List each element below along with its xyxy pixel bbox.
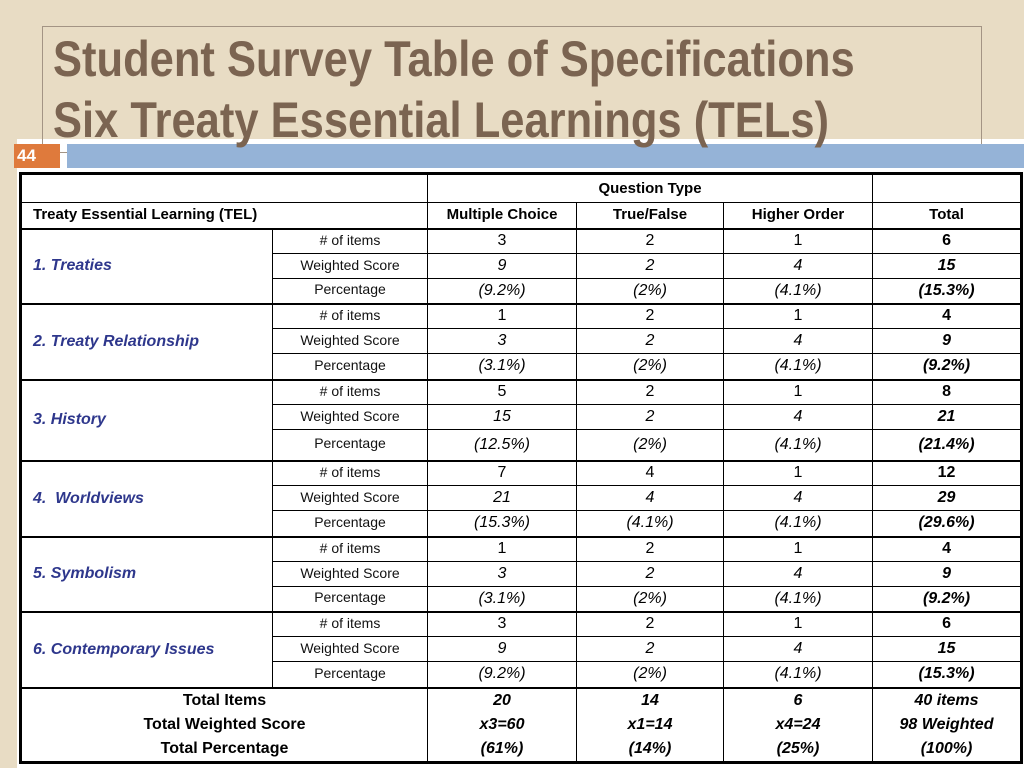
true-false-cell: (2%) xyxy=(577,354,724,380)
row-label: # of items xyxy=(273,229,428,254)
table-row xyxy=(21,380,1022,405)
tel-label: 4. Worldviews xyxy=(21,461,273,537)
higher-order-cell: (4.1%) xyxy=(724,430,873,461)
higher-order-cell: 1 xyxy=(724,229,873,254)
true-false-cell: 2 xyxy=(577,254,724,279)
true-false-cell: (2%) xyxy=(577,587,724,612)
table-row xyxy=(21,229,1022,254)
header-row-columns xyxy=(21,203,1022,229)
true-false-cell: 4 xyxy=(577,486,724,511)
total-value: x4=24 xyxy=(775,715,821,733)
tel-label: 1. Treaties xyxy=(21,229,273,304)
column-header-multiple-choice: Multiple Choice xyxy=(428,203,577,229)
true-false-cell: 4 xyxy=(577,461,724,486)
row-label: Weighted Score xyxy=(273,405,428,430)
total-cell: 29 xyxy=(873,486,1022,511)
specifications-table xyxy=(19,172,1023,764)
multiple-choice-cell: 15 xyxy=(428,405,577,430)
higher-order-cell: 4 xyxy=(724,486,873,511)
row-label: Weighted Score xyxy=(273,562,428,587)
true-false-totals xyxy=(577,688,724,763)
total-cell: 6 xyxy=(873,612,1022,637)
total-items-label: Total Items xyxy=(182,691,267,709)
table-row xyxy=(21,612,1022,637)
true-false-cell: (2%) xyxy=(577,279,724,304)
total-value: 6 xyxy=(793,691,803,709)
totals-labels xyxy=(21,688,428,763)
multiple-choice-cell: 21 xyxy=(428,486,577,511)
true-false-cell: 2 xyxy=(577,329,724,354)
total-cell: (21.4%) xyxy=(873,430,1022,461)
total-cell: 4 xyxy=(873,304,1022,329)
row-label: # of items xyxy=(273,612,428,637)
higher-order-cell: (4.1%) xyxy=(724,662,873,688)
title-line-2: Six Treaty Essential Learnings (TELs) xyxy=(53,92,830,148)
tel-column-header: Treaty Essential Learning (TEL) xyxy=(21,203,428,229)
total-cell: (15.3%) xyxy=(873,279,1022,304)
table-groups xyxy=(21,229,1022,688)
total-cell: (29.6%) xyxy=(873,511,1022,537)
higher-order-cell: 1 xyxy=(724,304,873,329)
higher-order-cell: (4.1%) xyxy=(724,511,873,537)
true-false-cell: (2%) xyxy=(577,662,724,688)
row-label: Percentage xyxy=(273,511,428,537)
total-cell: (15.3%) xyxy=(873,662,1022,688)
higher-order-cell: 4 xyxy=(724,254,873,279)
row-label: # of items xyxy=(273,380,428,405)
grand-totals xyxy=(873,688,1022,763)
true-false-cell: 2 xyxy=(577,229,724,254)
row-label: Percentage xyxy=(273,662,428,688)
true-false-cell: 2 xyxy=(577,537,724,562)
column-header-total: Total xyxy=(873,203,1022,229)
higher-order-cell: 4 xyxy=(724,562,873,587)
total-cell: 15 xyxy=(873,254,1022,279)
higher-order-totals xyxy=(724,688,873,763)
tel-label: 6. Contemporary Issues xyxy=(21,612,273,688)
multiple-choice-cell: (12.5%) xyxy=(428,430,577,461)
table-row xyxy=(21,461,1022,486)
total-value: (25%) xyxy=(776,739,820,757)
title-line-1: Student Survey Table of Specifications xyxy=(53,31,855,87)
total-value: 98 Weighted xyxy=(899,715,994,733)
true-false-cell: (2%) xyxy=(577,430,724,461)
table-row xyxy=(21,537,1022,562)
multiple-choice-cell: 1 xyxy=(428,304,577,329)
multiple-choice-cell: 3 xyxy=(428,562,577,587)
row-label: Weighted Score xyxy=(273,637,428,662)
total-cell: 6 xyxy=(873,229,1022,254)
table-header xyxy=(21,174,1022,229)
header-row-question-type xyxy=(21,174,1022,203)
higher-order-cell: 4 xyxy=(724,637,873,662)
total-cell: 4 xyxy=(873,537,1022,562)
true-false-cell: 2 xyxy=(577,612,724,637)
column-header-true-false: True/False xyxy=(577,203,724,229)
true-false-cell: (4.1%) xyxy=(577,511,724,537)
total-value: 14 xyxy=(641,691,659,709)
table-row xyxy=(21,304,1022,329)
total-value: (61%) xyxy=(480,739,524,757)
total-cell: (9.2%) xyxy=(873,354,1022,380)
row-label: # of items xyxy=(273,304,428,329)
total-value: 20 xyxy=(493,691,511,709)
true-false-cell: 2 xyxy=(577,304,724,329)
row-label: Weighted Score xyxy=(273,329,428,354)
tel-label: 5. Symbolism xyxy=(21,537,273,612)
slide-number: 44 xyxy=(14,144,60,168)
row-label: Weighted Score xyxy=(273,254,428,279)
total-percentage-label: Total Percentage xyxy=(160,739,289,757)
multiple-choice-cell: (15.3%) xyxy=(428,511,577,537)
row-label: Percentage xyxy=(273,430,428,461)
higher-order-cell: (4.1%) xyxy=(724,279,873,304)
higher-order-cell: 1 xyxy=(724,537,873,562)
total-cell: (9.2%) xyxy=(873,587,1022,612)
total-cell: 21 xyxy=(873,405,1022,430)
multiple-choice-cell: (9.2%) xyxy=(428,279,577,304)
higher-order-cell: 1 xyxy=(724,380,873,405)
higher-order-cell: 1 xyxy=(724,461,873,486)
total-cell: 9 xyxy=(873,329,1022,354)
row-label: # of items xyxy=(273,537,428,562)
multiple-choice-totals xyxy=(428,688,577,763)
total-cell: 9 xyxy=(873,562,1022,587)
multiple-choice-cell: 3 xyxy=(428,329,577,354)
multiple-choice-cell: 3 xyxy=(428,612,577,637)
question-type-header: Question Type xyxy=(428,174,873,203)
higher-order-cell: 1 xyxy=(724,612,873,637)
column-header-higher-order: Higher Order xyxy=(724,203,873,229)
multiple-choice-cell: 9 xyxy=(428,637,577,662)
row-label: # of items xyxy=(273,461,428,486)
multiple-choice-cell: 9 xyxy=(428,254,577,279)
tel-label: 3. History xyxy=(21,380,273,461)
multiple-choice-cell: 7 xyxy=(428,461,577,486)
total-value: (14%) xyxy=(628,739,672,757)
totals-row xyxy=(21,688,1022,763)
total-value: x1=14 xyxy=(627,715,673,733)
tel-label: 2. Treaty Relationship xyxy=(21,304,273,380)
multiple-choice-cell: (3.1%) xyxy=(428,354,577,380)
row-label: Percentage xyxy=(273,279,428,304)
total-weighted-score-label: Total Weighted Score xyxy=(143,715,306,733)
higher-order-cell: (4.1%) xyxy=(724,587,873,612)
total-value: 40 items xyxy=(914,691,979,709)
header-empty-cell xyxy=(21,174,428,203)
total-value: x3=60 xyxy=(479,715,525,733)
true-false-cell: 2 xyxy=(577,405,724,430)
row-label: Percentage xyxy=(273,587,428,612)
true-false-cell: 2 xyxy=(577,637,724,662)
total-cell: 8 xyxy=(873,380,1022,405)
header-empty-cell xyxy=(873,174,1022,203)
multiple-choice-cell: 1 xyxy=(428,537,577,562)
row-label: Percentage xyxy=(273,354,428,380)
higher-order-cell: 4 xyxy=(724,329,873,354)
slide-title xyxy=(53,29,855,151)
total-cell: 15 xyxy=(873,637,1022,662)
true-false-cell: 2 xyxy=(577,562,724,587)
multiple-choice-cell: (3.1%) xyxy=(428,587,577,612)
multiple-choice-cell: 5 xyxy=(428,380,577,405)
higher-order-cell: 4 xyxy=(724,405,873,430)
higher-order-cell: (4.1%) xyxy=(724,354,873,380)
multiple-choice-cell: (9.2%) xyxy=(428,662,577,688)
total-value: (100%) xyxy=(920,739,973,757)
table-totals xyxy=(21,688,1022,763)
row-label: Weighted Score xyxy=(273,486,428,511)
total-cell: 12 xyxy=(873,461,1022,486)
true-false-cell: 2 xyxy=(577,380,724,405)
multiple-choice-cell: 3 xyxy=(428,229,577,254)
